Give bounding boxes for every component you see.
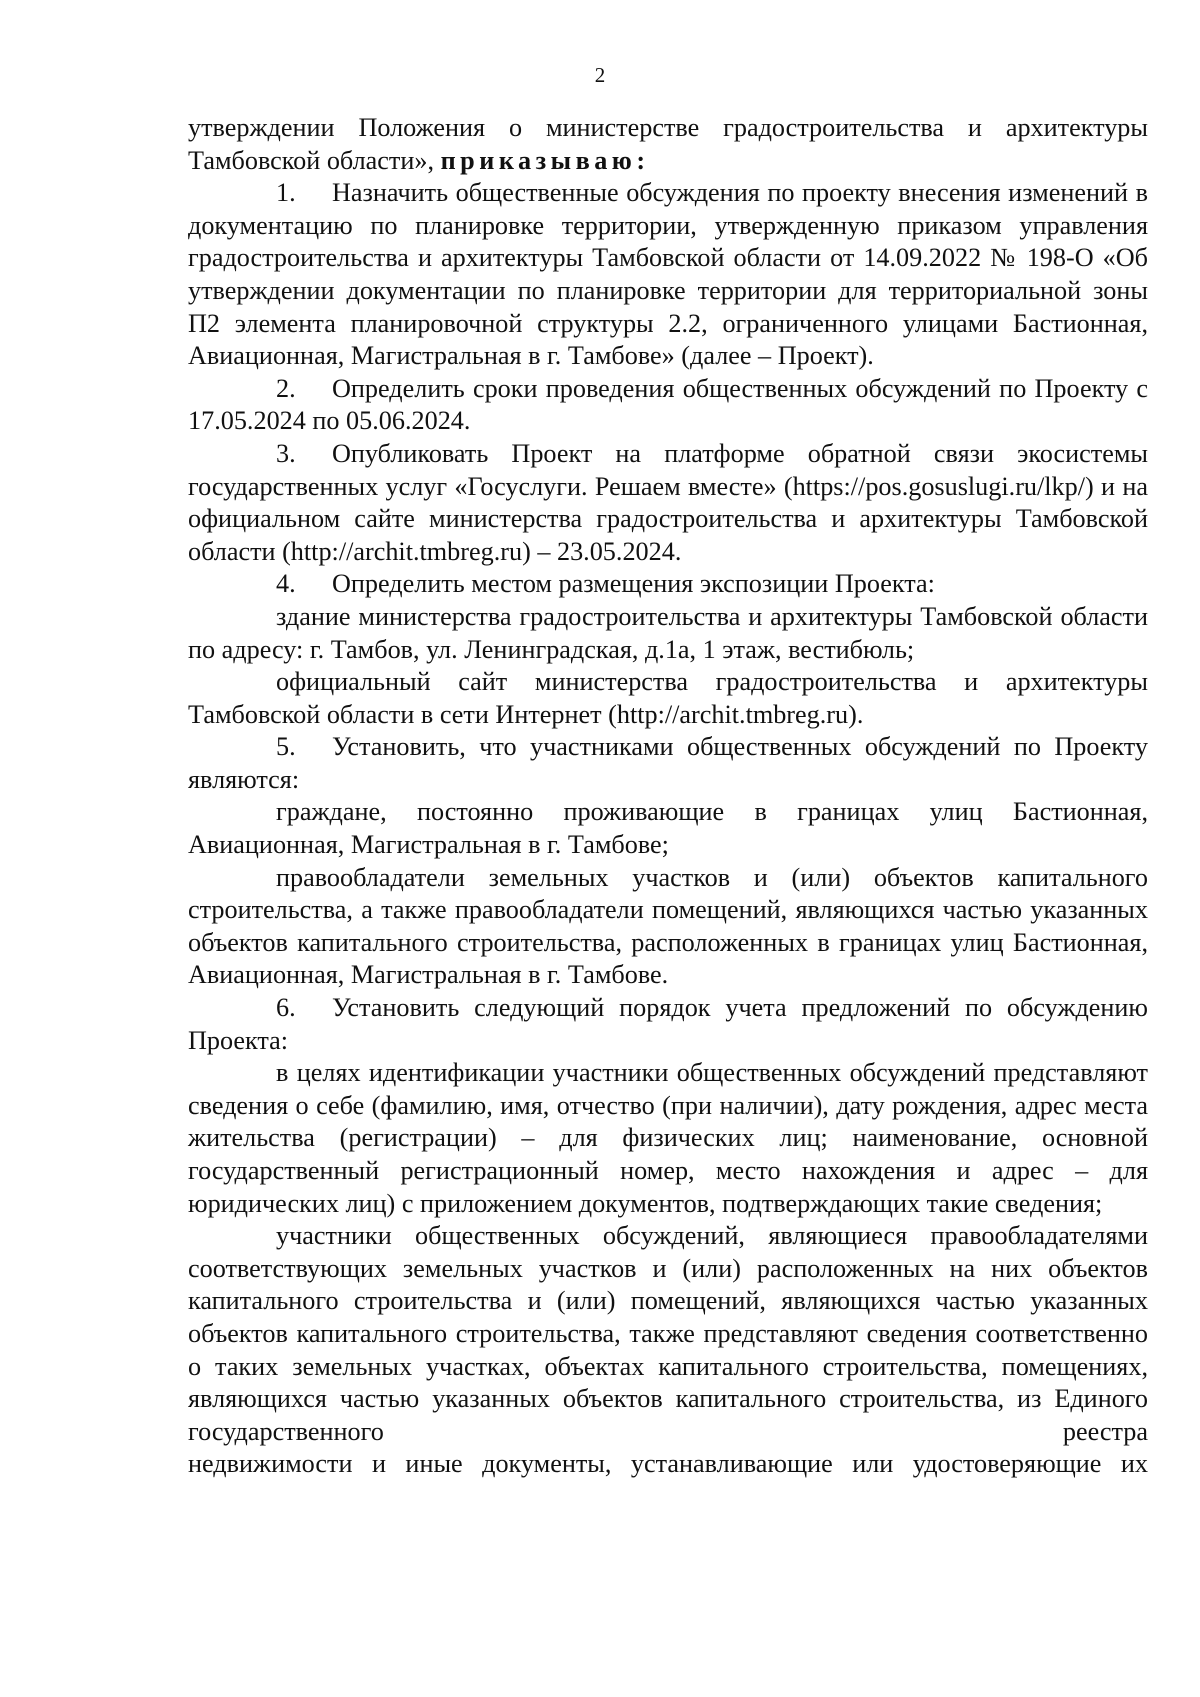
order-word: приказываю: [440,145,650,175]
document-body [188,112,1148,1481]
item-5-subparagraph-1: граждане, постоянно проживающие в границах улиц Бастионная, Авиационная, Магистральная в г. Тамбове; [188,797,1148,860]
item-6-text: Установить следующий порядок учета предложений по обсуждению Проекта: [188,993,1148,1055]
item-3-text: Опубликовать Проект на платформе обратной связи экосистемы государственных услуг «Госуслуги. Решаем вместе» (https://pos.gosuslugi.ru/lkp/) и на официальном сайте министерства градостроительства и архитектуры Тамбовской области (http://archit.tmbreg.ru) – 23.05.2024. [188,438,1148,566]
intro-text: утверждении Положения о министерстве градостроительства и архитектуры Тамбовской области», [188,113,1148,175]
item-1-number: 1. [276,178,296,208]
item-5-subparagraph-2: правообладатели земельных участков и (или) объектов капитального строительства, а также правообладатели помещений, являющихся частью указанных объектов капитального строительства, расположенных в границах улиц Бастионная, Авиационная, Магистральная в г. Тамбове. [188,862,1148,990]
item-4-number: 4. [276,569,296,599]
item-6 [188,992,1148,1057]
item-5 [188,731,1148,796]
item-3-number: 3. [276,438,296,468]
item-4-subparagraph-1: здание министерства градостроительства и архитектуры Тамбовской области по адресу: г. Тамбов, ул. Ленинградская, д.1а, 1 этаж, вестибюль; [188,601,1148,664]
item-1 [188,177,1148,373]
item-5-number: 5. [276,732,296,762]
intro-paragraph [188,112,1148,177]
item-4-text: Определить местом размещения экспозиции Проекта: [332,569,935,599]
item-6-subparagraph-2-continued: недвижимости и иные документы, устанавливающие или удостоверяющие их [188,1449,1148,1479]
page-number: 2 [594,63,606,87]
item-6-subparagraph-2: участники общественных обсуждений, являющиеся правообладателями соответствующих земельных участков и (или) расположенных на них объектов капитального строительства и (или) помещений, являющихся частью указанных объектов капитального строительства, также представляют сведения соответственно о таких земельных участках, объектах капитального строительства, помещениях, являющихся частью указанных объектов капитального строительства, из Единого государственного реестра [188,1221,1148,1446]
item-6-subparagraph-1: в целях идентификации участники общественных обсуждений представляют сведения о себе (фамилию, имя, отчество (при наличии), дату рождения, адрес места жительства (регистрации) – для физических лиц; наименование, основной государственный регистрационный номер, место нахождения и адрес – для юридических лиц) с приложением документов, подтверждающих такие сведения; [188,1058,1148,1218]
item-2-text: Определить сроки проведения общественных обсуждений по Проекту с 17.05.2024 по 05.06.2024. [188,373,1148,436]
item-3 [188,438,1148,568]
item-4 [188,568,1148,601]
item-5-text: Установить, что участниками общественных обсуждений по Проекту являются: [188,732,1148,794]
item-1-text: Назначить общественные обсуждения по проекту внесения изменений в документацию по планировке территории, утвержденную приказом управления градостроительства и архитектуры Тамбовской области от 14.09.2022 № 198-О «Об утверждении документации по планировке территории для территориальной зоны П2 элемента планировочной структуры 2.2, ограниченного улицами Бастионная, Авиационная, Магистральная в г. Тамбове» (далее – Проект). [188,178,1148,371]
item-2 [188,373,1148,438]
item-2-number: 2. [276,373,296,403]
item-4-subparagraph-2: официальный сайт министерства градостроительства и архитектуры Тамбовской области в сети Интернет (http://archit.tmbreg.ru). [188,667,1148,729]
item-6-number: 6. [276,993,296,1023]
